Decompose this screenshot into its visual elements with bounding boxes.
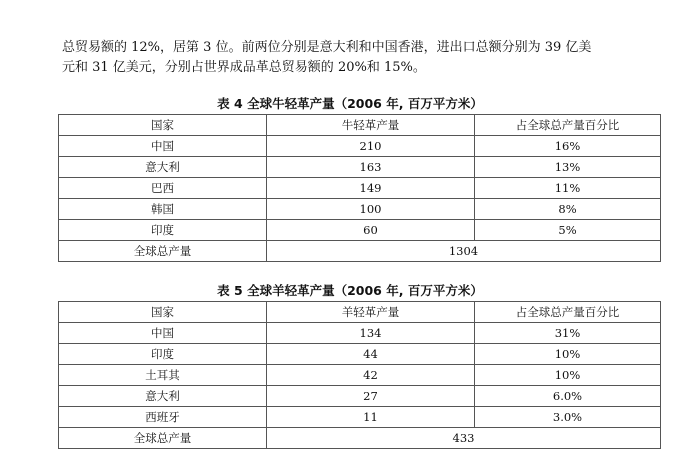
cell-country: 中国: [59, 323, 267, 344]
table5-sheep-leather: [58, 301, 661, 449]
table-row: [59, 365, 661, 386]
cell-output: 149: [267, 178, 475, 199]
cell-total-label: 全球总产量: [59, 428, 267, 449]
cell-country: 意大利: [59, 157, 267, 178]
cell-share: 3.0%: [475, 407, 661, 428]
cell-country: 印度: [59, 344, 267, 365]
cell-share: 11%: [475, 178, 661, 199]
table-header-row: [59, 115, 661, 136]
table-row: [59, 178, 661, 199]
table-row: [59, 220, 661, 241]
cell-share: 31%: [475, 323, 661, 344]
cell-country: 韩国: [59, 199, 267, 220]
table-row: [59, 323, 661, 344]
cell-share: 16%: [475, 136, 661, 157]
paragraph-line-1: 总贸易额的 12%，居第 3 位。前两位分别是意大利和中国香港，进出口总额分别为 39 亿美: [62, 40, 592, 55]
header-share: 占全球总产量百分比: [475, 115, 661, 136]
table-row: [59, 407, 661, 428]
cell-share: 10%: [475, 344, 661, 365]
cell-total-label: 全球总产量: [59, 241, 267, 262]
cell-share: 8%: [475, 199, 661, 220]
cell-country: 印度: [59, 220, 267, 241]
cell-output: 100: [267, 199, 475, 220]
cell-country: 巴西: [59, 178, 267, 199]
cell-share: 10%: [475, 365, 661, 386]
cell-output: 163: [267, 157, 475, 178]
cell-output: 134: [267, 323, 475, 344]
table-total-row: [59, 241, 661, 262]
cell-total-value: 1304: [267, 241, 661, 262]
header-output: 牛轻革产量: [267, 115, 475, 136]
header-country: 国家: [59, 302, 267, 323]
cell-country: 西班牙: [59, 407, 267, 428]
table4-cattle-leather: [58, 114, 661, 262]
cell-total-value: 433: [267, 428, 661, 449]
table-row: [59, 136, 661, 157]
cell-country: 中国: [59, 136, 267, 157]
table-row: [59, 344, 661, 365]
cell-output: 44: [267, 344, 475, 365]
table-row: [59, 157, 661, 178]
paragraph-line-2: 元和 31 亿美元，分别占世界成品革总贸易额的 20%和 15%。: [62, 60, 426, 75]
cell-output: 27: [267, 386, 475, 407]
cell-country: 土耳其: [59, 365, 267, 386]
cell-output: 60: [267, 220, 475, 241]
cell-output: 42: [267, 365, 475, 386]
table5-caption: 表 5 全球羊轻革产量（2006 年, 百万平方米）: [217, 283, 483, 298]
header-share: 占全球总产量百分比: [475, 302, 661, 323]
table4-caption: 表 4 全球牛轻革产量（2006 年, 百万平方米）: [217, 96, 483, 111]
cell-country: 意大利: [59, 386, 267, 407]
cell-share: 13%: [475, 157, 661, 178]
table-total-row: [59, 428, 661, 449]
table-header-row: [59, 302, 661, 323]
header-country: 国家: [59, 115, 267, 136]
table-row: [59, 386, 661, 407]
intro-paragraph: [62, 38, 662, 78]
cell-output: 210: [267, 136, 475, 157]
cell-share: 6.0%: [475, 386, 661, 407]
header-output: 羊轻革产量: [267, 302, 475, 323]
cell-output: 11: [267, 407, 475, 428]
table-row: [59, 199, 661, 220]
cell-share: 5%: [475, 220, 661, 241]
